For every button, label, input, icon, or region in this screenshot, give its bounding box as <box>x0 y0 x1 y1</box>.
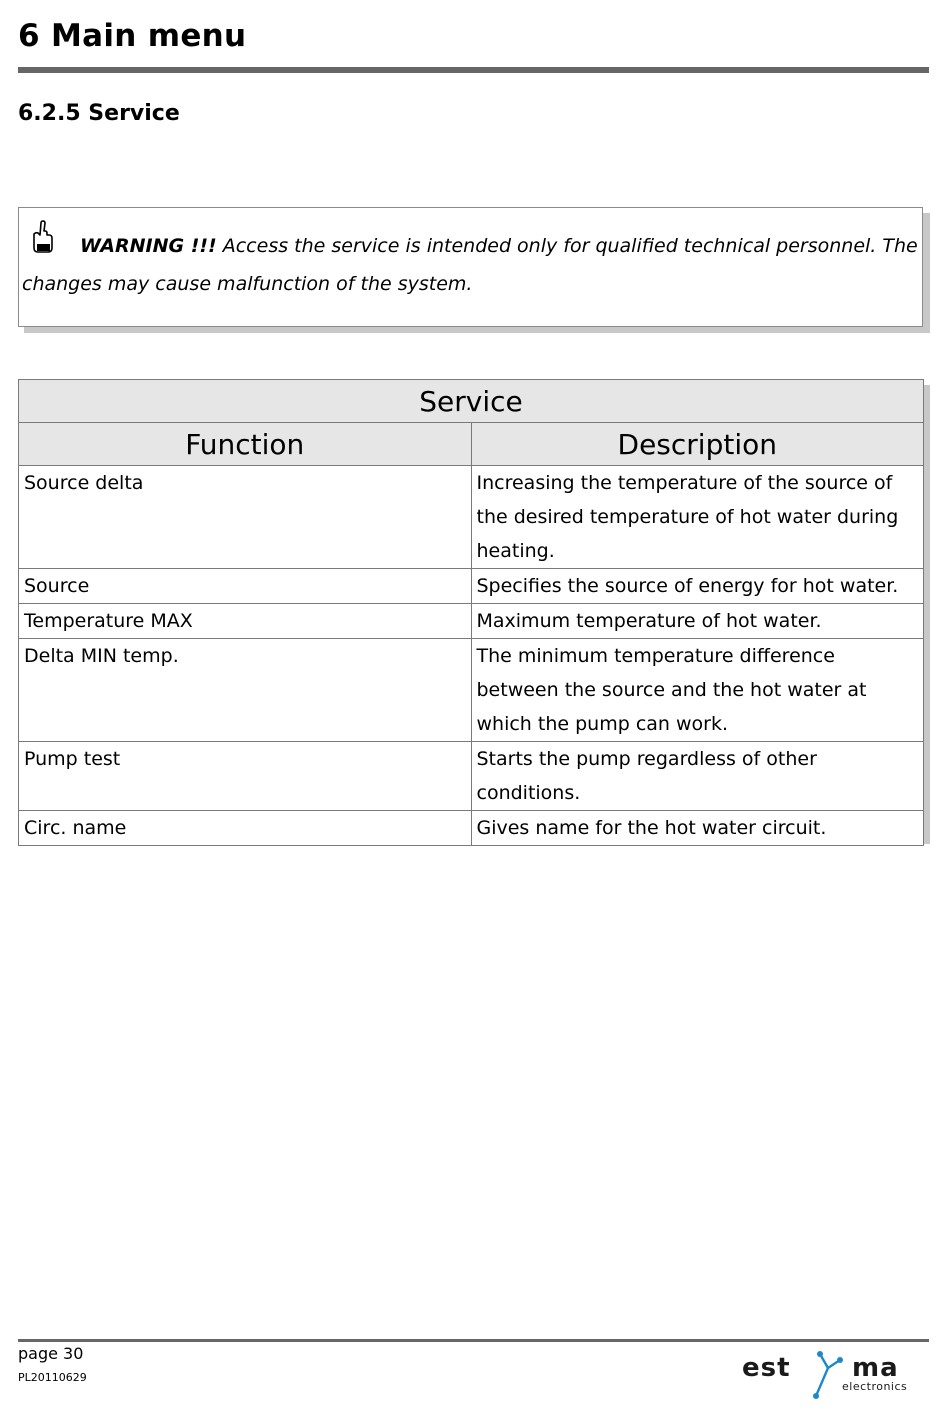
description-cell: Increasing the temperature of the source of the desired temperature of hot water during heating. <box>471 466 924 569</box>
table-row <box>19 639 924 742</box>
function-cell: Source <box>19 569 472 604</box>
logo-y-mark <box>816 1354 840 1396</box>
table-row <box>19 604 924 639</box>
footer-rule <box>18 1339 929 1342</box>
column-header-function: Function <box>19 423 472 466</box>
table-row <box>19 466 924 569</box>
function-cell: Delta MIN temp. <box>19 639 472 742</box>
function-cell: Circ. name <box>19 811 472 846</box>
logo-subtitle: electronics <box>842 1380 908 1393</box>
warning-label: WARNING !!! <box>80 235 217 257</box>
chapter-rule <box>18 67 929 73</box>
section-title: 6.2.5 Service <box>18 101 180 126</box>
table-caption: Service <box>19 380 924 423</box>
description-cell: The minimum temperature difference between the source and the hot water at which the pump can work. <box>471 639 924 742</box>
description-cell: Maximum temperature of hot water. <box>471 604 924 639</box>
description-cell: Starts the pump regardless of other conditions. <box>471 742 924 811</box>
table-row <box>19 811 924 846</box>
logo-right-text: ma <box>852 1353 899 1383</box>
table-row <box>19 742 924 811</box>
function-cell: Source delta <box>19 466 472 569</box>
document-code: PL20110629 <box>18 1371 87 1384</box>
description-cell: Gives name for the hot water circuit. <box>471 811 924 846</box>
page-number: page 30 <box>18 1344 84 1363</box>
warning-text <box>22 227 918 303</box>
estyma-logo <box>742 1350 930 1402</box>
logo-left-text: est <box>742 1353 791 1383</box>
description-cell: Specifies the source of energy for hot water. <box>471 569 924 604</box>
function-cell: Pump test <box>19 742 472 811</box>
service-table <box>18 379 924 846</box>
column-header-description: Description <box>471 423 924 466</box>
function-cell: Temperature MAX <box>19 604 472 639</box>
chapter-title: 6 Main menu <box>18 18 247 54</box>
warning-message: Access the service is intended only for qualified technical personnel. The changes may cause malfunction of the system. <box>22 235 918 295</box>
table-row <box>19 569 924 604</box>
warning-box <box>18 207 923 327</box>
